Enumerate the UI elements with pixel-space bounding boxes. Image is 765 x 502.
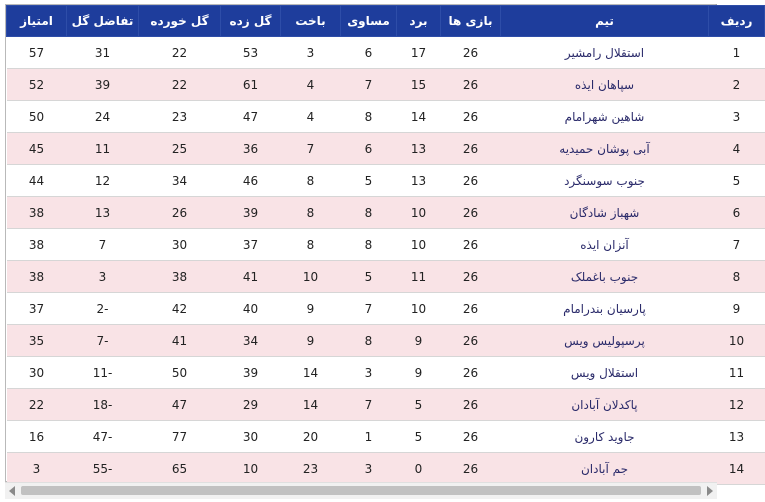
cell-gd: -2 [67,293,139,325]
cell-ga: 22 [139,37,221,69]
cell-ga: 41 [139,325,221,357]
cell-lost: 7 [281,133,341,165]
cell-ga: 22 [139,69,221,101]
cell-played: 26 [441,69,501,101]
cell-points: 37 [7,293,67,325]
table-row [7,325,765,357]
table-header-row [7,6,765,37]
cell-drawn: 1 [341,421,397,453]
cell-drawn: 5 [341,165,397,197]
cell-lost: 4 [281,101,341,133]
cell-gf: 39 [221,197,281,229]
table-row [7,133,765,165]
cell-won: 5 [397,421,441,453]
cell-team: جم آبادان [501,453,709,485]
cell-team: شهباز شادگان [501,197,709,229]
header-points: امتیاز [7,6,67,37]
cell-ga: 77 [139,421,221,453]
cell-lost: 9 [281,325,341,357]
cell-team: شاهین شهرامام [501,101,709,133]
cell-points: 30 [7,357,67,389]
cell-gf: 39 [221,357,281,389]
cell-team: جاوید کارون [501,421,709,453]
cell-points: 57 [7,37,67,69]
table-row [7,261,765,293]
cell-gd: 31 [67,37,139,69]
cell-rank: 10 [709,325,765,357]
cell-lost: 8 [281,229,341,261]
cell-lost: 8 [281,165,341,197]
cell-won: 15 [397,69,441,101]
cell-played: 26 [441,261,501,293]
scrollbar-thumb[interactable] [21,486,701,495]
cell-points: 38 [7,261,67,293]
cell-drawn: 3 [341,357,397,389]
cell-rank: 7 [709,229,765,261]
cell-gf: 61 [221,69,281,101]
cell-lost: 20 [281,421,341,453]
cell-points: 22 [7,389,67,421]
cell-rank: 1 [709,37,765,69]
cell-played: 26 [441,229,501,261]
cell-drawn: 5 [341,261,397,293]
table-row [7,101,765,133]
table-row [7,421,765,453]
cell-gf: 36 [221,133,281,165]
header-won: برد [397,6,441,37]
cell-lost: 14 [281,389,341,421]
cell-won: 13 [397,165,441,197]
cell-lost: 10 [281,261,341,293]
cell-gd: -47 [67,421,139,453]
cell-drawn: 6 [341,133,397,165]
cell-won: 17 [397,37,441,69]
cell-points: 45 [7,133,67,165]
header-rank: ردیف [709,6,765,37]
table-row [7,453,765,485]
cell-drawn: 8 [341,229,397,261]
cell-ga: 47 [139,389,221,421]
cell-gf: 47 [221,101,281,133]
cell-ga: 30 [139,229,221,261]
cell-gd: 7 [67,229,139,261]
table-row [7,197,765,229]
horizontal-scrollbar[interactable] [5,482,717,499]
cell-won: 14 [397,101,441,133]
cell-won: 13 [397,133,441,165]
table-row [7,389,765,421]
cell-played: 26 [441,325,501,357]
cell-rank: 11 [709,357,765,389]
cell-played: 26 [441,293,501,325]
cell-gd: 12 [67,165,139,197]
cell-points: 38 [7,229,67,261]
cell-played: 26 [441,165,501,197]
header-played: بازی ها [441,6,501,37]
cell-team: آبی پوشان حمیدیه [501,133,709,165]
cell-gd: -11 [67,357,139,389]
cell-ga: 38 [139,261,221,293]
cell-played: 26 [441,421,501,453]
standings-table [6,5,765,485]
cell-ga: 50 [139,357,221,389]
cell-played: 26 [441,197,501,229]
header-goals-against: گل خورده [139,6,221,37]
cell-rank: 6 [709,197,765,229]
cell-team: استقلال رامشیر [501,37,709,69]
cell-drawn: 8 [341,325,397,357]
cell-drawn: 7 [341,69,397,101]
cell-rank: 14 [709,453,765,485]
cell-drawn: 7 [341,389,397,421]
scroll-right-arrow-icon[interactable] [707,486,713,496]
cell-won: 9 [397,325,441,357]
cell-points: 52 [7,69,67,101]
cell-ga: 25 [139,133,221,165]
cell-team: پرسپولیس ویس [501,325,709,357]
cell-played: 26 [441,37,501,69]
cell-gf: 34 [221,325,281,357]
cell-drawn: 6 [341,37,397,69]
cell-rank: 13 [709,421,765,453]
cell-gd: 11 [67,133,139,165]
cell-rank: 4 [709,133,765,165]
cell-lost: 3 [281,37,341,69]
header-goals-for: گل زده [221,6,281,37]
cell-lost: 23 [281,453,341,485]
cell-played: 26 [441,389,501,421]
cell-team: پاکدلان آبادان [501,389,709,421]
table-row [7,229,765,261]
cell-points: 16 [7,421,67,453]
cell-won: 0 [397,453,441,485]
cell-points: 35 [7,325,67,357]
cell-lost: 9 [281,293,341,325]
cell-ga: 26 [139,197,221,229]
table-row [7,357,765,389]
cell-lost: 4 [281,69,341,101]
header-goal-difference: تفاضل گل [67,6,139,37]
cell-gd: 13 [67,197,139,229]
cell-gf: 41 [221,261,281,293]
cell-ga: 42 [139,293,221,325]
cell-points: 50 [7,101,67,133]
cell-lost: 8 [281,197,341,229]
cell-won: 11 [397,261,441,293]
cell-gf: 10 [221,453,281,485]
cell-team: جنوب سوسنگرد [501,165,709,197]
cell-won: 5 [397,389,441,421]
cell-played: 26 [441,133,501,165]
table-row [7,37,765,69]
cell-gd: 39 [67,69,139,101]
cell-drawn: 3 [341,453,397,485]
cell-won: 9 [397,357,441,389]
cell-points: 3 [7,453,67,485]
cell-gd: 3 [67,261,139,293]
cell-drawn: 8 [341,197,397,229]
cell-gf: 30 [221,421,281,453]
cell-played: 26 [441,101,501,133]
cell-won: 10 [397,229,441,261]
cell-ga: 65 [139,453,221,485]
cell-rank: 9 [709,293,765,325]
cell-rank: 12 [709,389,765,421]
header-lost: باخت [281,6,341,37]
cell-gf: 37 [221,229,281,261]
cell-points: 38 [7,197,67,229]
cell-ga: 34 [139,165,221,197]
cell-gf: 40 [221,293,281,325]
table-row [7,293,765,325]
cell-lost: 14 [281,357,341,389]
cell-played: 26 [441,453,501,485]
cell-ga: 23 [139,101,221,133]
table-row [7,69,765,101]
cell-won: 10 [397,293,441,325]
cell-team: آنزان ایذه [501,229,709,261]
cell-rank: 3 [709,101,765,133]
cell-played: 26 [441,357,501,389]
cell-team: پارسیان بندرامام [501,293,709,325]
cell-drawn: 7 [341,293,397,325]
cell-rank: 2 [709,69,765,101]
cell-gf: 53 [221,37,281,69]
cell-gd: -55 [67,453,139,485]
standings-body [7,37,765,485]
cell-gd: -7 [67,325,139,357]
cell-points: 44 [7,165,67,197]
header-drawn: مساوی [341,6,397,37]
cell-team: استقلال ویس [501,357,709,389]
cell-won: 10 [397,197,441,229]
table-row [7,165,765,197]
cell-rank: 5 [709,165,765,197]
cell-team: سپاهان ایذه [501,69,709,101]
cell-gd: -18 [67,389,139,421]
cell-drawn: 8 [341,101,397,133]
cell-team: جنوب باغملک [501,261,709,293]
header-team: تیم [501,6,709,37]
scroll-left-arrow-icon[interactable] [9,486,15,496]
standings-table-container [5,4,753,482]
cell-gf: 46 [221,165,281,197]
cell-rank: 8 [709,261,765,293]
cell-gd: 24 [67,101,139,133]
cell-gf: 29 [221,389,281,421]
